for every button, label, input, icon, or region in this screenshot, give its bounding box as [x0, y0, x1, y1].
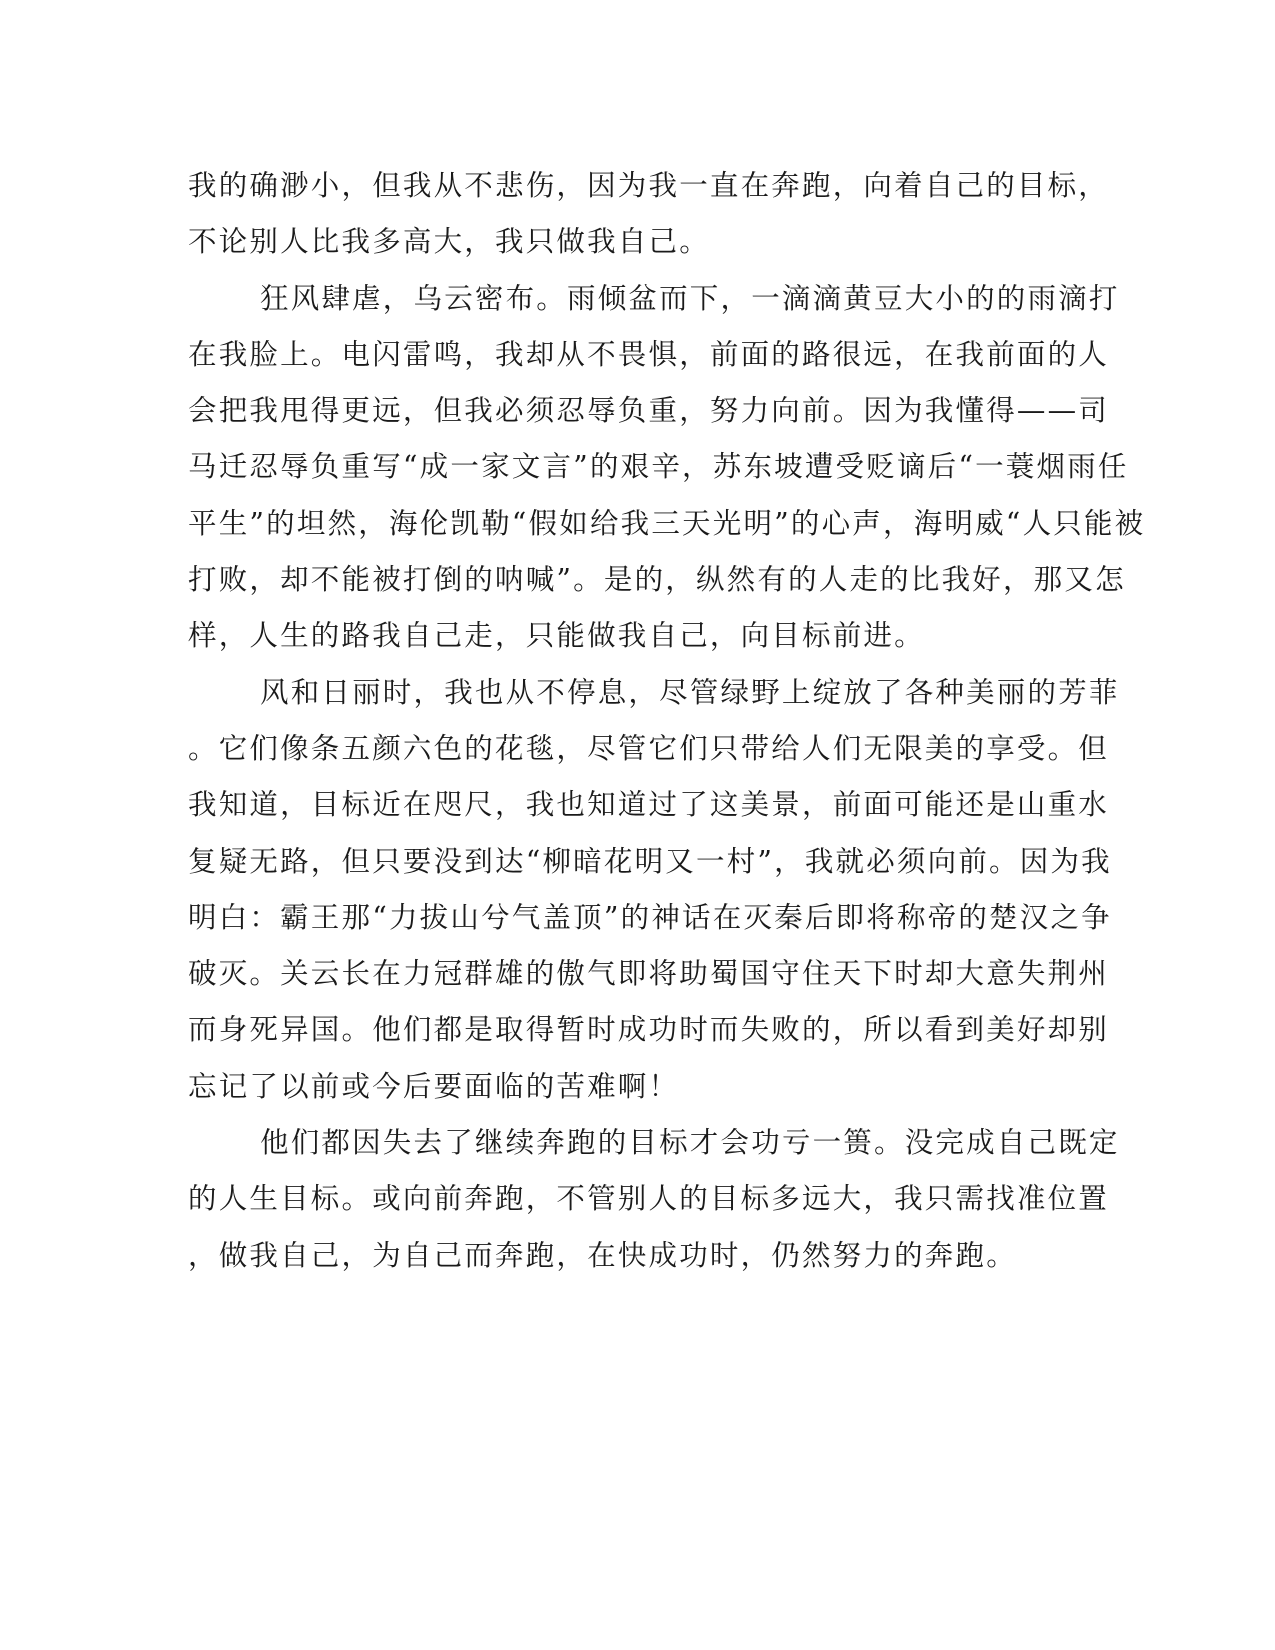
text-line: 而身死异国。他们都是取得暂时成功时而失败的，所以看到美好却别	[188, 1013, 1110, 1047]
document-body	[188, 158, 1146, 1284]
text-line: 。它们像条五颜六色的花毯，尽管它们只带给人们无限美的享受。但	[188, 731, 1110, 765]
text-line: 明白：霸王那“力拔山兮气盖顶”的神话在灭秦后即将称帝的楚汉之争	[188, 900, 1112, 934]
text-line: 的人生目标。或向前奔跑，不管别人的目标多远大，我只需找准位置	[188, 1182, 1110, 1216]
text-line: 忘记了以前或今后要面临的苦难啊！	[188, 1069, 680, 1103]
text-line: 我知道，目标近在咫尺，我也知道过了这美景，前面可能还是山重水	[188, 788, 1110, 822]
text-line: 风和日丽时，我也从不停息，尽管绿野上绽放了各种美丽的芳菲	[260, 675, 1120, 709]
text-line: 破灭。关云长在力冠群雄的傲气即将助蜀国守住天下时却大意失荆州	[188, 957, 1110, 991]
text-line: 狂风肆虐，乌云密布。雨倾盆而下，一滴滴黄豆大小的的雨滴打	[260, 281, 1120, 315]
text-line: 不论别人比我多高大，我只做我自己。	[188, 225, 710, 259]
text-line: 我的确渺小，但我从不悲伤，因为我一直在奔跑，向着自己的目标，	[188, 169, 1110, 202]
text-line: ，做我自己，为自己而奔跑，在快成功时，仍然努力的奔跑。	[188, 1238, 1017, 1272]
text-line: 复疑无路，但只要没到达“柳暗花明又一村”，我就必须向前。因为我	[188, 844, 1112, 878]
text-line: 马迁忍辱负重写“成一家文言”的艰辛，苏东坡遭受贬谪后“一蓑烟雨任	[188, 450, 1129, 484]
text-line: 他们都因失去了继续奔跑的目标才会功亏一篑。没完成自己既定	[260, 1126, 1120, 1160]
text-line: 在我脸上。电闪雷鸣，我却从不畏惧，前面的路很远，在我前面的人	[188, 337, 1110, 371]
text-line: 平生”的坦然，海伦凯勒“假如给我三天光明”的心声，海明威“人只能被	[188, 506, 1146, 540]
text-line: 打败，却不能被打倒的呐喊”。是的，纵然有的人走的比我好，那又怎	[188, 563, 1126, 597]
text-line: 样，人生的路我自己走，只能做我自己，向目标前进。	[188, 619, 925, 653]
text-line: 会把我甩得更远，但我必须忍辱负重，努力向前。因为我懂得——司	[188, 394, 1110, 428]
